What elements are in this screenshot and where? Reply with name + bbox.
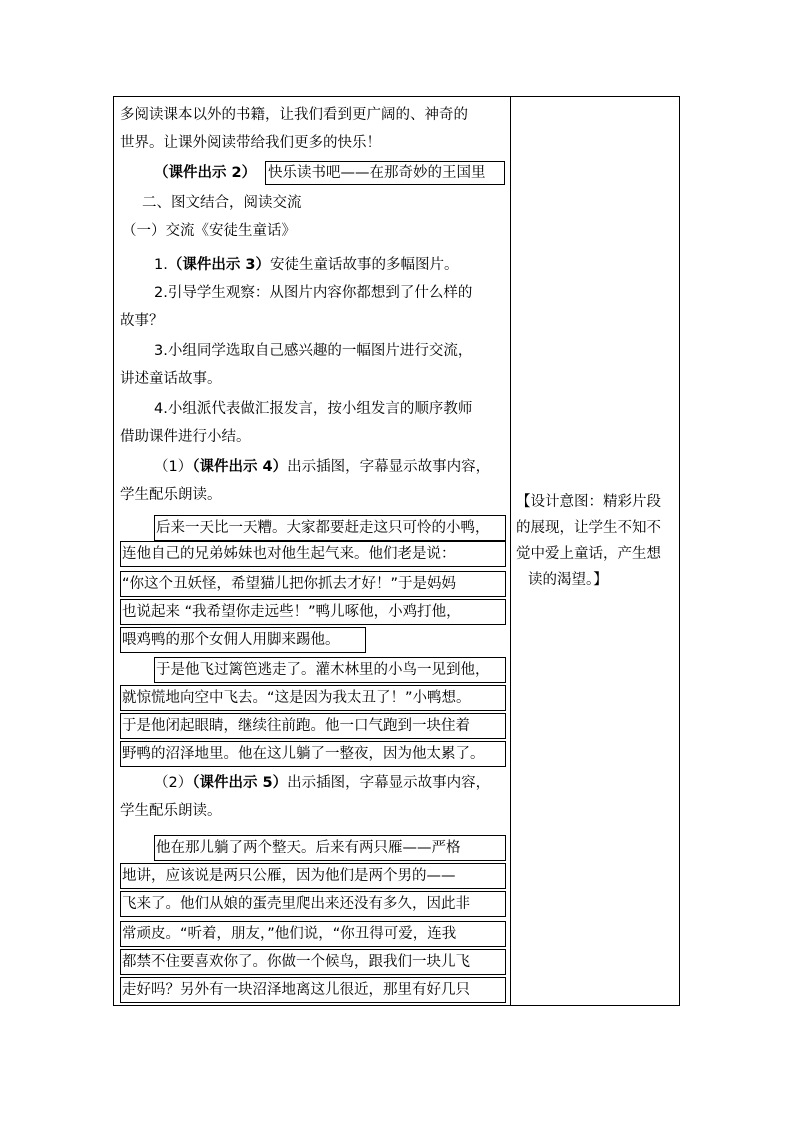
show2-box [265, 161, 505, 185]
part-2-line-1 [154, 773, 490, 793]
part-1-line-1 [154, 457, 490, 477]
story-2-line-1: 于是他飞过篱笆逃走了。灌木林里的小鸟一见到他， [156, 662, 490, 678]
story-1-line-5: 喂鸡鸭的那个女佣人用脚来踢他。 [122, 632, 340, 648]
part-1-line-2: 学生配乐朗读。 [120, 487, 222, 503]
show2-line [154, 163, 256, 183]
item-1 [154, 255, 458, 275]
item-4-line-2: 借助课件进行小结。 [120, 429, 251, 445]
part-2-num: （2） [154, 775, 193, 791]
intro-line-1: 多阅读课本以外的书籍，让我们看到更广阔的、神奇的 [120, 107, 468, 123]
part-1-label: （课件出示 4） [192, 459, 288, 475]
item-3-line-2: 讲述童话故事。 [120, 371, 222, 387]
sub-heading-1: （一）交流《安徒生童话》 [122, 223, 296, 239]
story-3-line-6: 走好吗？另外有一块沼泽地离这儿很近，那里有好几只 [122, 982, 470, 998]
item-2-line-1: 2.引导学生观察：从图片内容你都想到了什么样的 [154, 285, 473, 301]
item-4-line-1: 4.小组派代表做汇报发言，按小组发言的顺序教师 [154, 401, 473, 417]
column-divider [510, 97, 511, 1005]
story-2-line-3: 于是他闭起眼睛，继续往前跑。他一口气跑到一块住着 [122, 718, 470, 734]
part-2-label: （课件出示 5） [192, 775, 288, 791]
story-2-line-4: 野鸭的沼泽地里。他在这儿躺了一整夜，因为他太累了。 [122, 746, 485, 762]
part-2-text: 出示插图，字幕显示故事内容， [287, 775, 491, 791]
show2-label: （课件出示 2） [154, 165, 257, 181]
story-3-line-2: 地讲，应该说是两只公雁，因为他们是两个男的—— [122, 868, 456, 884]
story-1-line-2: 连他自己的兄弟姊妹也对他生起气来。他们老是说： [122, 546, 456, 562]
lesson-table [113, 96, 680, 1006]
story-3-line-3: 飞来了。他们从娘的蛋壳里爬出来还没有多久，因此非 [122, 896, 470, 912]
item-1-label: （课件出示 3） [167, 257, 270, 273]
part-2-line-2: 学生配乐朗读。 [120, 803, 222, 819]
design-intent-line-3: 觉中爱上童话，产生想 [516, 546, 661, 562]
design-intent-line-2: 的展现，让学生不知不 [516, 520, 661, 536]
story-3-line-4: 常顽皮。“听着，朋友，”他们说，“你丑得可爱，连我 [122, 926, 457, 942]
item-3-line-1: 3.小组同学选取自己感兴趣的一幅图片进行交流， [154, 343, 473, 359]
story-1-line-4: 也说起来 “我希望你走远些！”鸭儿啄他，小鸡打他， [122, 604, 461, 620]
part-1-num: （1） [154, 459, 193, 475]
item-1-text: 安徒生童话故事的多幅图片。 [269, 257, 459, 273]
story-2-line-2: 就惊慌地向空中飞去。“这是因为我太丑了！”小鸭想。 [122, 690, 471, 706]
item-1-num: 1. [154, 257, 168, 273]
intro-line-2: 世界。让课外阅读带给我们更多的快乐！ [120, 135, 381, 151]
section-2-heading: 二、图文结合，阅读交流 [142, 195, 302, 211]
design-intent-column [516, 489, 676, 593]
design-intent-line-4: 读的渴望。】 [528, 572, 608, 588]
design-intent-line-1: 【设计意图：精彩片段 [516, 494, 661, 510]
story-3-line-5: 都禁不住要喜欢你了。你做一个候鸟，跟我们一块儿飞 [122, 954, 470, 970]
show2-box-text: 快乐读书吧——在那奇妙的王国里 [268, 165, 486, 181]
story-1-line-3: “你这个丑妖怪，希望猫儿把你抓去才好！”于是妈妈 [122, 576, 457, 592]
story-1-line-1: 后来一天比一天糟。大家都要赶走这只可怜的小鸭， [156, 520, 490, 536]
item-2-line-2: 故事？ [120, 313, 164, 329]
part-1-text: 出示插图，字幕显示故事内容， [287, 459, 491, 475]
story-3-line-1: 他在那儿躺了两个整天。后来有两只雁——严格 [156, 840, 461, 856]
